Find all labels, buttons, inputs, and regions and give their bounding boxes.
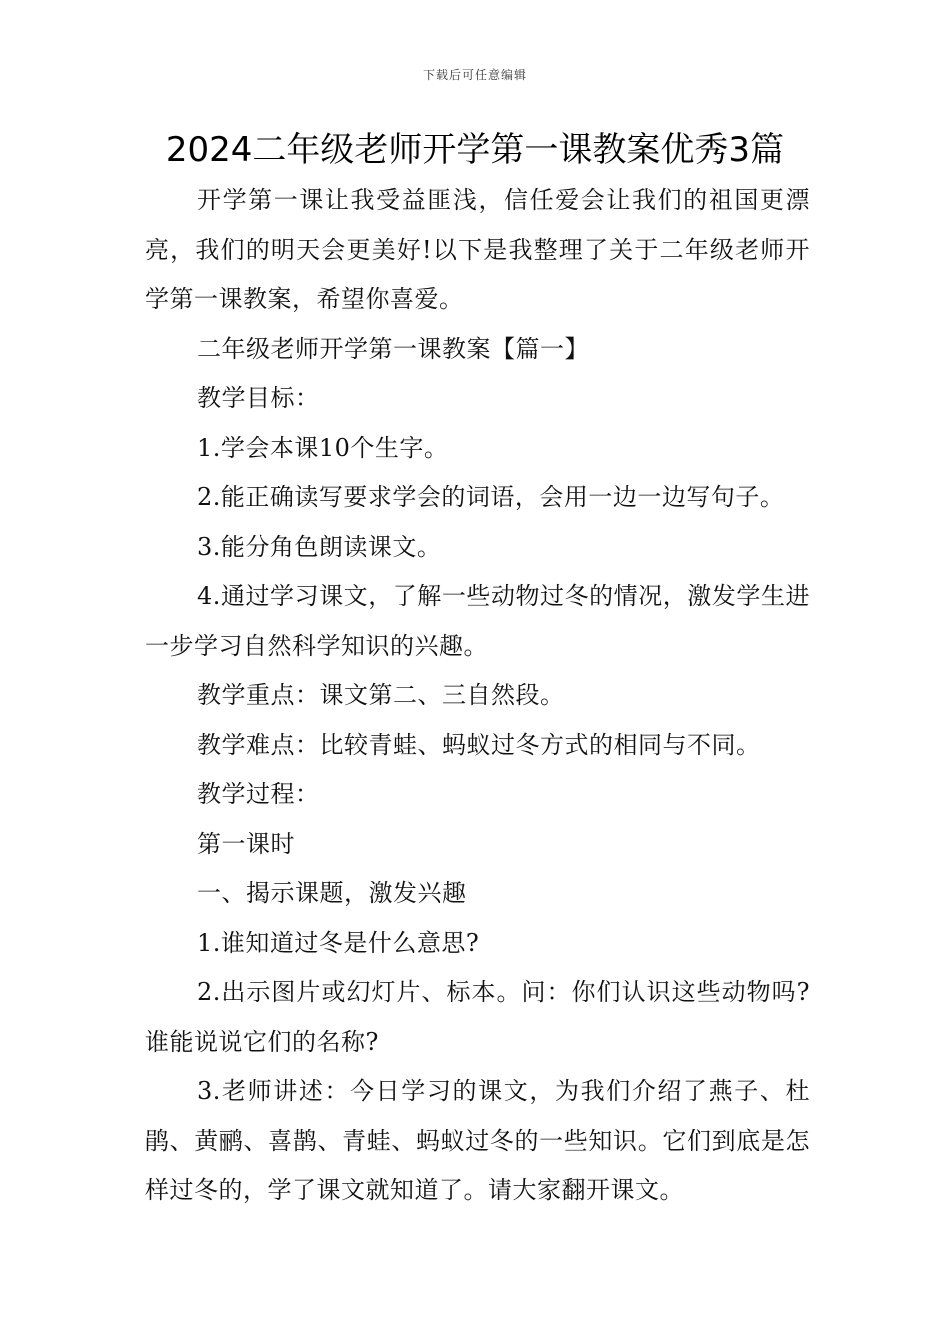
paragraph-goal-3: 3.能分角色朗读课文。 <box>197 532 442 561</box>
paragraph-teaching-process-label: 教学过程： <box>197 780 320 808</box>
paragraph-teacher-narration: 3.老师讲述：今日学习的课文，为我们介绍了燕子、杜鹃、黄鹂、喜鹊、青蛙、蚂蚁过冬的一些知识。它们到底是怎样过冬的，学了课文就知道了。请大家翻开课文。 <box>145 1077 810 1204</box>
header-note: 下载后可任意编辑 <box>422 68 527 82</box>
paragraph-question-1: 1.谁知道过冬是什么意思? <box>197 928 480 957</box>
paragraph-difficult-points: 教学难点：比较青蛙、蚂蚁过冬方式的相同与不同。 <box>197 730 761 759</box>
paragraph-goal-2: 2.能正确读写要求学会的词语，会用一边一边写句子。 <box>197 483 785 511</box>
document-title: 2024二年级老师开学第一课教案优秀3篇 <box>165 130 785 170</box>
paragraph-key-points: 教学重点：课文第二、三自然段。 <box>197 681 565 709</box>
paragraph-goal-1: 1.学会本课10个生字。 <box>197 433 449 462</box>
document-body <box>145 176 810 1216</box>
paragraph-intro: 开学第一课让我受益匪浅，信任爱会让我们的祖国更漂亮，我们的明天会更美好!以下是我整理了关于二年级老师开学第一课教案，希望你喜爱。 <box>145 186 810 313</box>
paragraph-first-lesson: 第一课时 <box>197 829 295 858</box>
paragraph-teaching-goals-label: 教学目标： <box>197 384 320 412</box>
section-heading-part-one: 二年级老师开学第一课教案【篇一】 <box>197 334 589 363</box>
paragraph-goal-4: 4.通过学习课文，了解一些动物过冬的情况，激发学生进一步学习自然科学知识的兴趣。 <box>145 582 810 660</box>
paragraph-question-2: 2.出示图片或幻灯片、标本。问：你们认识这些动物吗?谁能说说它们的名称? <box>145 978 810 1056</box>
paragraph-step-one: 一、揭示课题，激发兴趣 <box>197 879 467 907</box>
